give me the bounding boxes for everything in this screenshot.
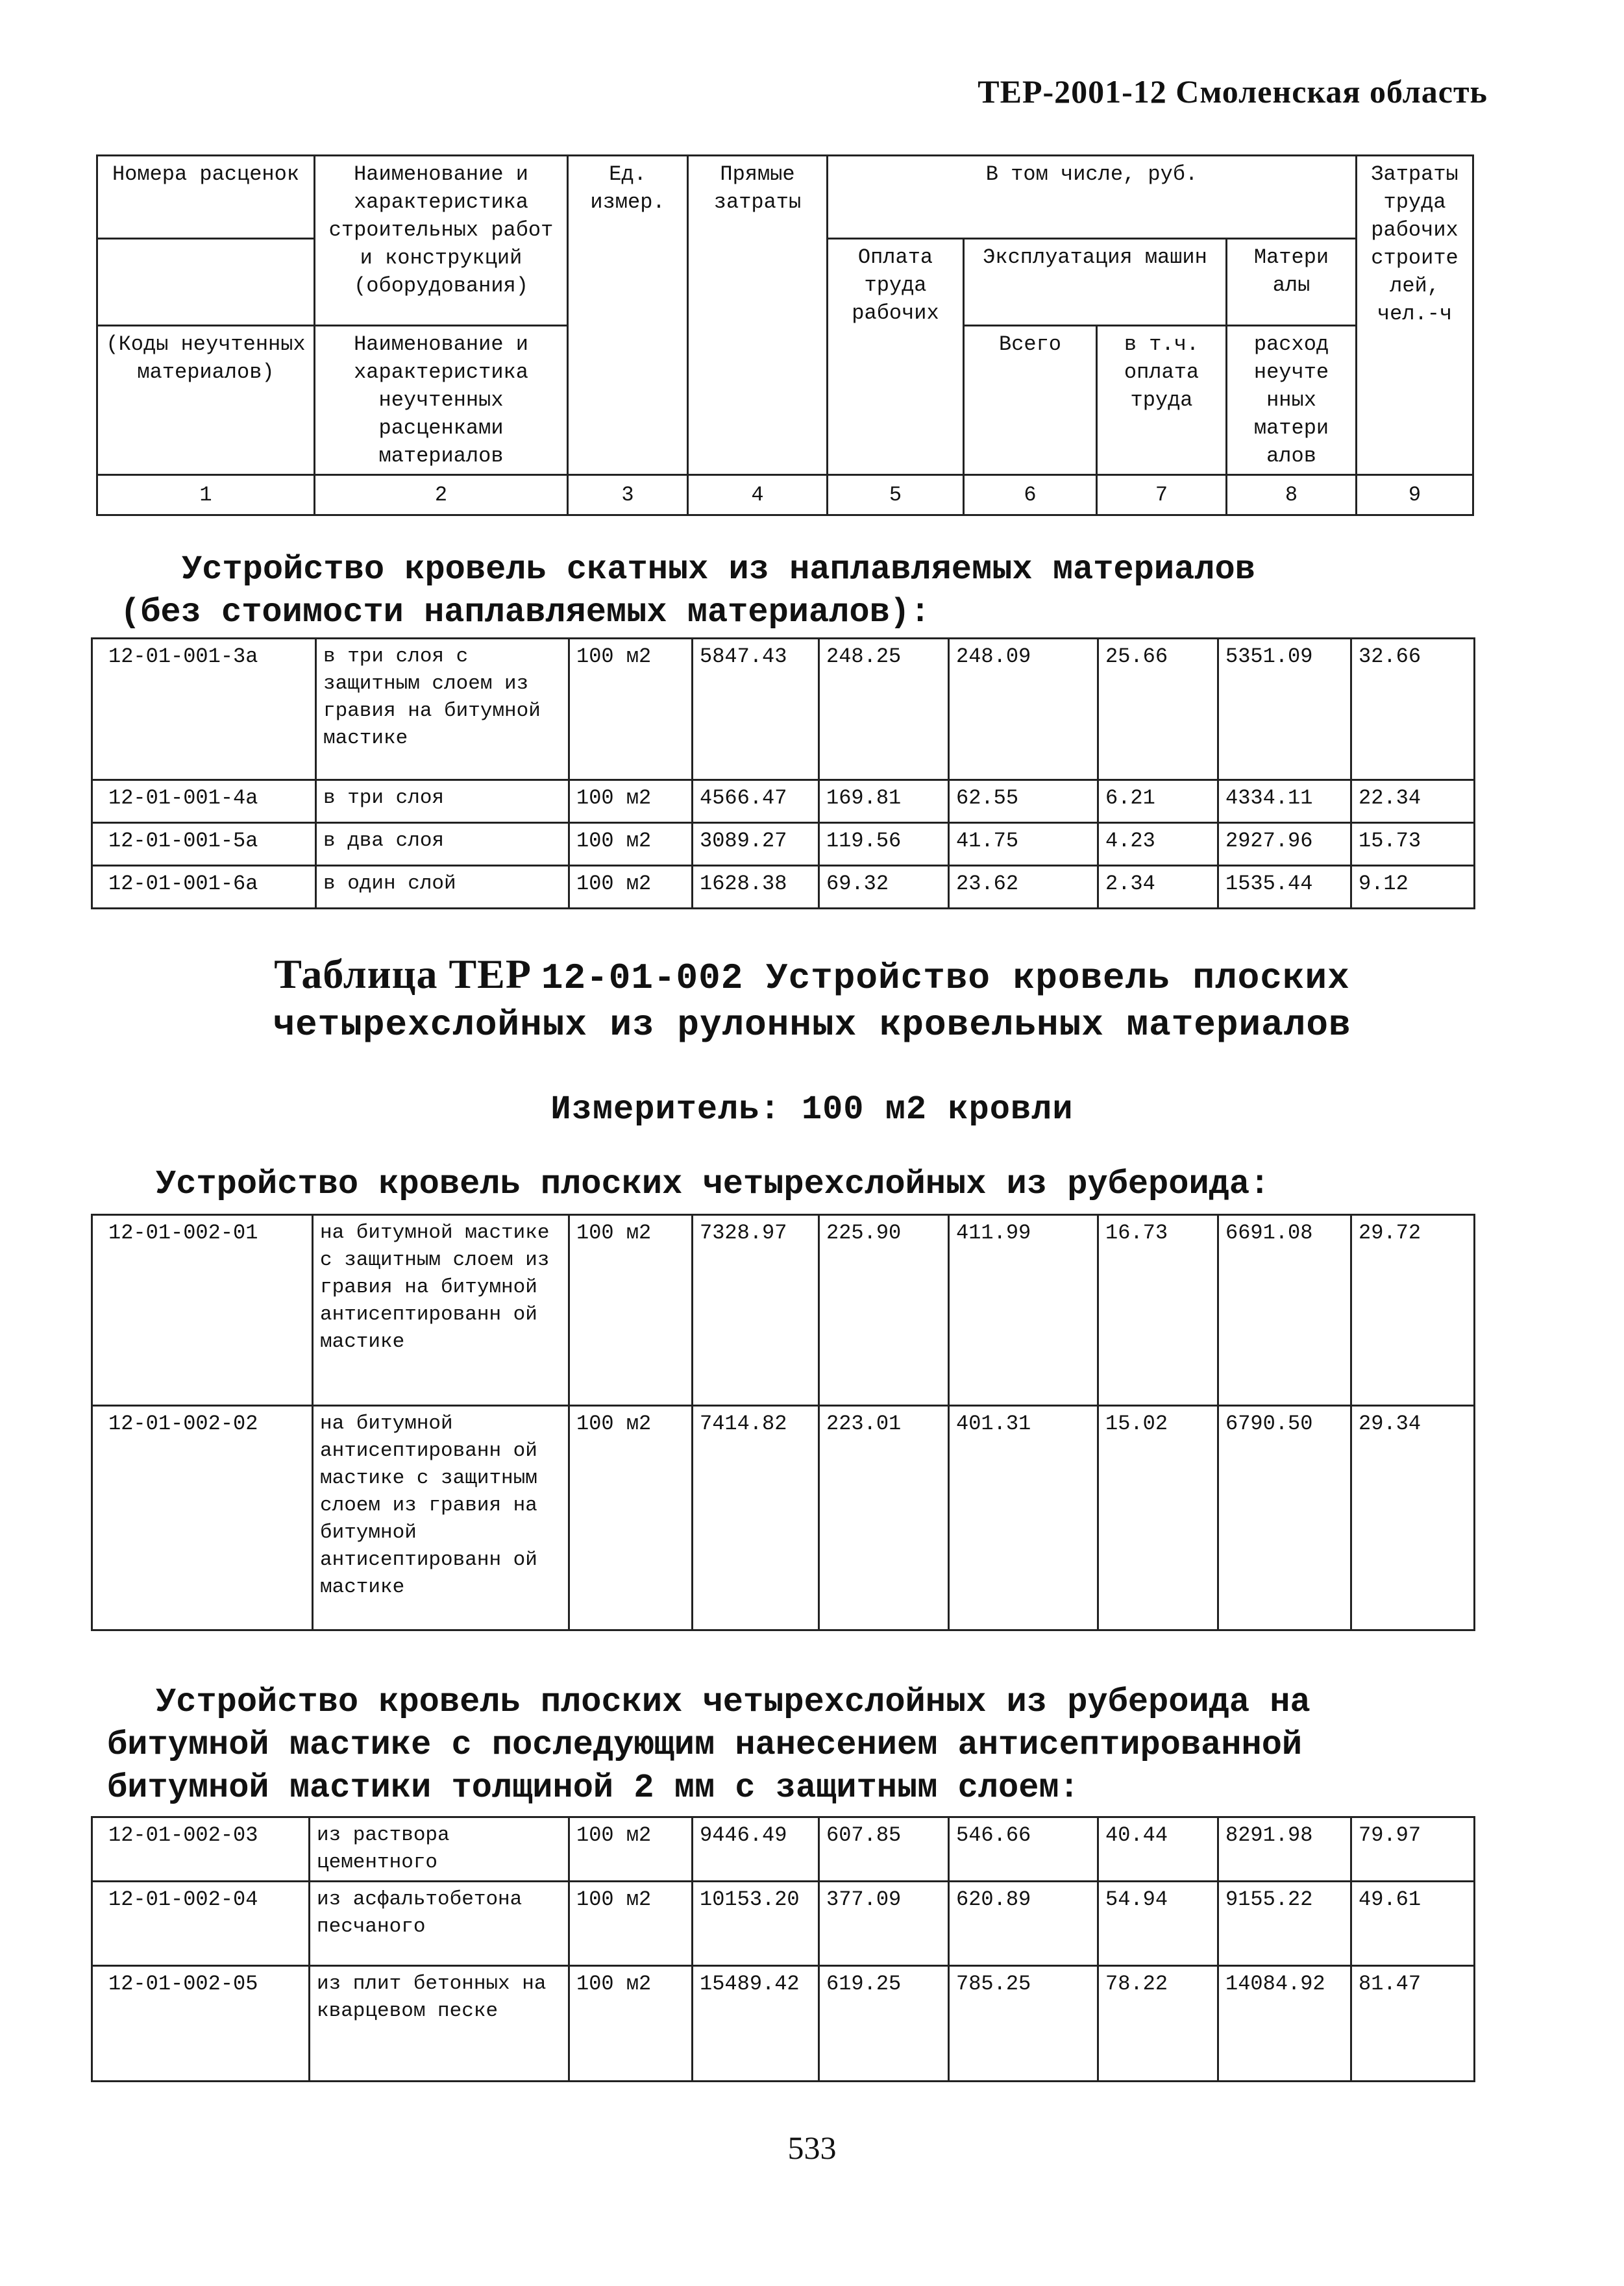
machines-cost: 411.99 (949, 1215, 1098, 1406)
table-row (92, 1882, 1475, 1966)
header-col3: Ед. измер. (568, 156, 688, 475)
materials-cost: 1535.44 (1218, 866, 1351, 909)
direct-cost: 1628.38 (693, 866, 819, 909)
header-col6: Всего (964, 326, 1097, 475)
header-col8-bottom: расход неучте нных матери алов (1227, 326, 1357, 475)
column-header-table (96, 154, 1474, 516)
direct-cost: 5847.43 (693, 639, 819, 780)
unit: 100 м2 (569, 1215, 693, 1406)
table-title (0, 951, 1624, 1048)
table-row (92, 866, 1475, 909)
header-col-number: 6 (964, 475, 1097, 515)
section1-title-line2: (без стоимости наплавляемых материалов): (120, 593, 931, 632)
labor-cost: 119.56 (819, 823, 949, 866)
labor-cost: 223.01 (819, 1406, 949, 1630)
labor-hours: 29.34 (1351, 1406, 1475, 1630)
rate-code: 12-01-001-5а (92, 823, 316, 866)
section1-table (91, 637, 1475, 909)
unit: 100 м2 (569, 639, 693, 780)
header-col-number: 2 (315, 475, 568, 515)
running-header: ТЕР-2001-12 Смоленская область (978, 73, 1488, 110)
table-row (92, 780, 1475, 823)
machines-cost: 785.25 (949, 1966, 1098, 2082)
unit: 100 м2 (569, 823, 693, 866)
direct-cost: 15489.42 (693, 1966, 819, 2082)
direct-cost: 4566.47 (693, 780, 819, 823)
machines-cost: 620.89 (949, 1882, 1098, 1966)
materials-cost: 6691.08 (1218, 1215, 1351, 1406)
machines-cost: 248.09 (949, 639, 1098, 780)
section3-table (91, 1816, 1475, 2082)
rate-code: 12-01-001-4а (92, 780, 316, 823)
table-title-prefix: Таблица ТЕР (274, 951, 532, 997)
labor-cost: 607.85 (819, 1817, 949, 1882)
work-description: в три слоя (316, 780, 569, 823)
direct-cost: 9446.49 (693, 1817, 819, 1882)
page-number: 533 (787, 2130, 837, 2166)
section3-title-line2: битумной мастике с последующим нанесением антисептированной (107, 1726, 1303, 1764)
header-col-number: 3 (568, 475, 688, 515)
header-col1-top: Номера расценок (97, 156, 315, 239)
rate-code: 12-01-002-02 (92, 1406, 313, 1630)
labor-hours: 15.73 (1351, 823, 1475, 866)
header-col1-gap (97, 239, 315, 326)
table-title-line1 (0, 951, 1624, 1002)
machine-labor-cost: 4.23 (1098, 823, 1218, 866)
machine-labor-cost: 54.94 (1098, 1882, 1218, 1966)
rate-code: 12-01-002-04 (92, 1882, 310, 1966)
labor-cost: 377.09 (819, 1882, 949, 1966)
machine-labor-cost: 16.73 (1098, 1215, 1218, 1406)
rate-code: 12-01-002-03 (92, 1817, 310, 1882)
machine-labor-cost: 78.22 (1098, 1966, 1218, 2082)
machine-labor-cost: 40.44 (1098, 1817, 1218, 1882)
materials-cost: 5351.09 (1218, 639, 1351, 780)
machine-labor-cost: 2.34 (1098, 866, 1218, 909)
section3-title (107, 1681, 1568, 1810)
header-col-number: 1 (97, 475, 315, 515)
section1-title-line1: Устройство кровель скатных из наплавляемых материалов (182, 550, 1255, 589)
machine-labor-cost: 15.02 (1098, 1406, 1218, 1630)
rate-code: 12-01-002-01 (92, 1215, 313, 1406)
materials-cost: 2927.96 (1218, 823, 1351, 866)
header-col-number: 9 (1357, 475, 1473, 515)
header-group-included: В том числе, руб. (828, 156, 1357, 239)
section3-title-line1: Устройство кровель плоских четырехслойных из рубероида на (156, 1683, 1310, 1721)
section3-title-line3: битумной мастики толщиной 2 мм с защитным слоем: (107, 1769, 1079, 1807)
machines-cost: 62.55 (949, 780, 1098, 823)
section2-title: Устройство кровель плоских четырехслойных из рубероида: (156, 1165, 1270, 1203)
header-col9: Затраты труда рабочих строите лей, чел.-ч (1357, 156, 1473, 475)
unit: 100 м2 (569, 1966, 693, 2082)
labor-hours: 79.97 (1351, 1817, 1475, 1882)
direct-cost: 10153.20 (693, 1882, 819, 1966)
section2-table (91, 1214, 1475, 1631)
header-col8-top: Матери алы (1227, 239, 1357, 326)
work-description: на битумной антисептированн ой мастике с защитным слоем из гравия на битумной антисептированн ой мастике (313, 1406, 569, 1630)
machines-cost: 41.75 (949, 823, 1098, 866)
machines-cost: 546.66 (949, 1817, 1098, 1882)
work-description: в два слоя (316, 823, 569, 866)
materials-cost: 4334.11 (1218, 780, 1351, 823)
work-description: из плит бетонных на кварцевом песке (310, 1966, 569, 2082)
materials-cost: 14084.92 (1218, 1966, 1351, 2082)
table-row (92, 1215, 1475, 1406)
unit: 100 м2 (569, 780, 693, 823)
header-col5: Оплата труда рабочих (828, 239, 964, 475)
rate-code: 12-01-001-3а (92, 639, 316, 780)
machine-labor-cost: 6.21 (1098, 780, 1218, 823)
header-col2-top: Наименование и характеристика строительных работ и конструкций (оборудования) (315, 156, 568, 326)
materials-cost: 8291.98 (1218, 1817, 1351, 1882)
labor-cost: 169.81 (819, 780, 949, 823)
header-col-number: 4 (688, 475, 828, 515)
work-description: из асфальтобетона песчаного (310, 1882, 569, 1966)
header-col-number: 7 (1097, 475, 1227, 515)
header-group-machines: Эксплуатация машин (964, 239, 1227, 326)
labor-hours: 29.72 (1351, 1215, 1475, 1406)
labor-hours: 49.61 (1351, 1882, 1475, 1966)
header-col7: в т.ч. оплата труда (1097, 326, 1227, 475)
work-description: на битумной мастике с защитным слоем из гравия на битумной антисептированн ой мастике (313, 1215, 569, 1406)
machines-cost: 401.31 (949, 1406, 1098, 1630)
measure-unit: Измеритель: 100 м2 кровли (550, 1090, 1074, 1129)
work-description: в один слой (316, 866, 569, 909)
table-title-rest: 12-01-002 Устройство кровель плоских (541, 957, 1350, 999)
machine-labor-cost: 25.66 (1098, 639, 1218, 780)
direct-cost: 7414.82 (693, 1406, 819, 1630)
table-row (92, 1966, 1475, 2082)
section1-title (120, 548, 1548, 634)
labor-hours: 32.66 (1351, 639, 1475, 780)
labor-cost: 225.90 (819, 1215, 949, 1406)
direct-cost: 7328.97 (693, 1215, 819, 1406)
labor-hours: 9.12 (1351, 866, 1475, 909)
labor-cost: 69.32 (819, 866, 949, 909)
labor-hours: 81.47 (1351, 1966, 1475, 2082)
header-col-number: 5 (828, 475, 964, 515)
header-col4: Прямые затраты (688, 156, 828, 475)
header-col2-bottom: Наименование и характеристика неучтенных расценками материалов (315, 326, 568, 475)
direct-cost: 3089.27 (693, 823, 819, 866)
header-col1-bottom: (Коды неучтенных материалов) (97, 326, 315, 475)
work-description: из раствора цементного (310, 1817, 569, 1882)
table-row (92, 1406, 1475, 1630)
unit: 100 м2 (569, 1882, 693, 1966)
unit: 100 м2 (569, 1817, 693, 1882)
materials-cost: 6790.50 (1218, 1406, 1351, 1630)
rate-code: 12-01-001-6а (92, 866, 316, 909)
machines-cost: 23.62 (949, 866, 1098, 909)
labor-cost: 248.25 (819, 639, 949, 780)
rate-code: 12-01-002-05 (92, 1966, 310, 2082)
work-description: в три слоя с защитным слоем из гравия на битумной мастике (316, 639, 569, 780)
table-title-line2: четырехслойных из рулонных кровельных материалов (273, 1004, 1351, 1046)
header-col-number: 8 (1227, 475, 1357, 515)
unit: 100 м2 (569, 866, 693, 909)
labor-cost: 619.25 (819, 1966, 949, 2082)
labor-hours: 22.34 (1351, 780, 1475, 823)
unit: 100 м2 (569, 1406, 693, 1630)
table-row (92, 1817, 1475, 1882)
table-row (92, 823, 1475, 866)
materials-cost: 9155.22 (1218, 1882, 1351, 1966)
table-row (92, 639, 1475, 780)
